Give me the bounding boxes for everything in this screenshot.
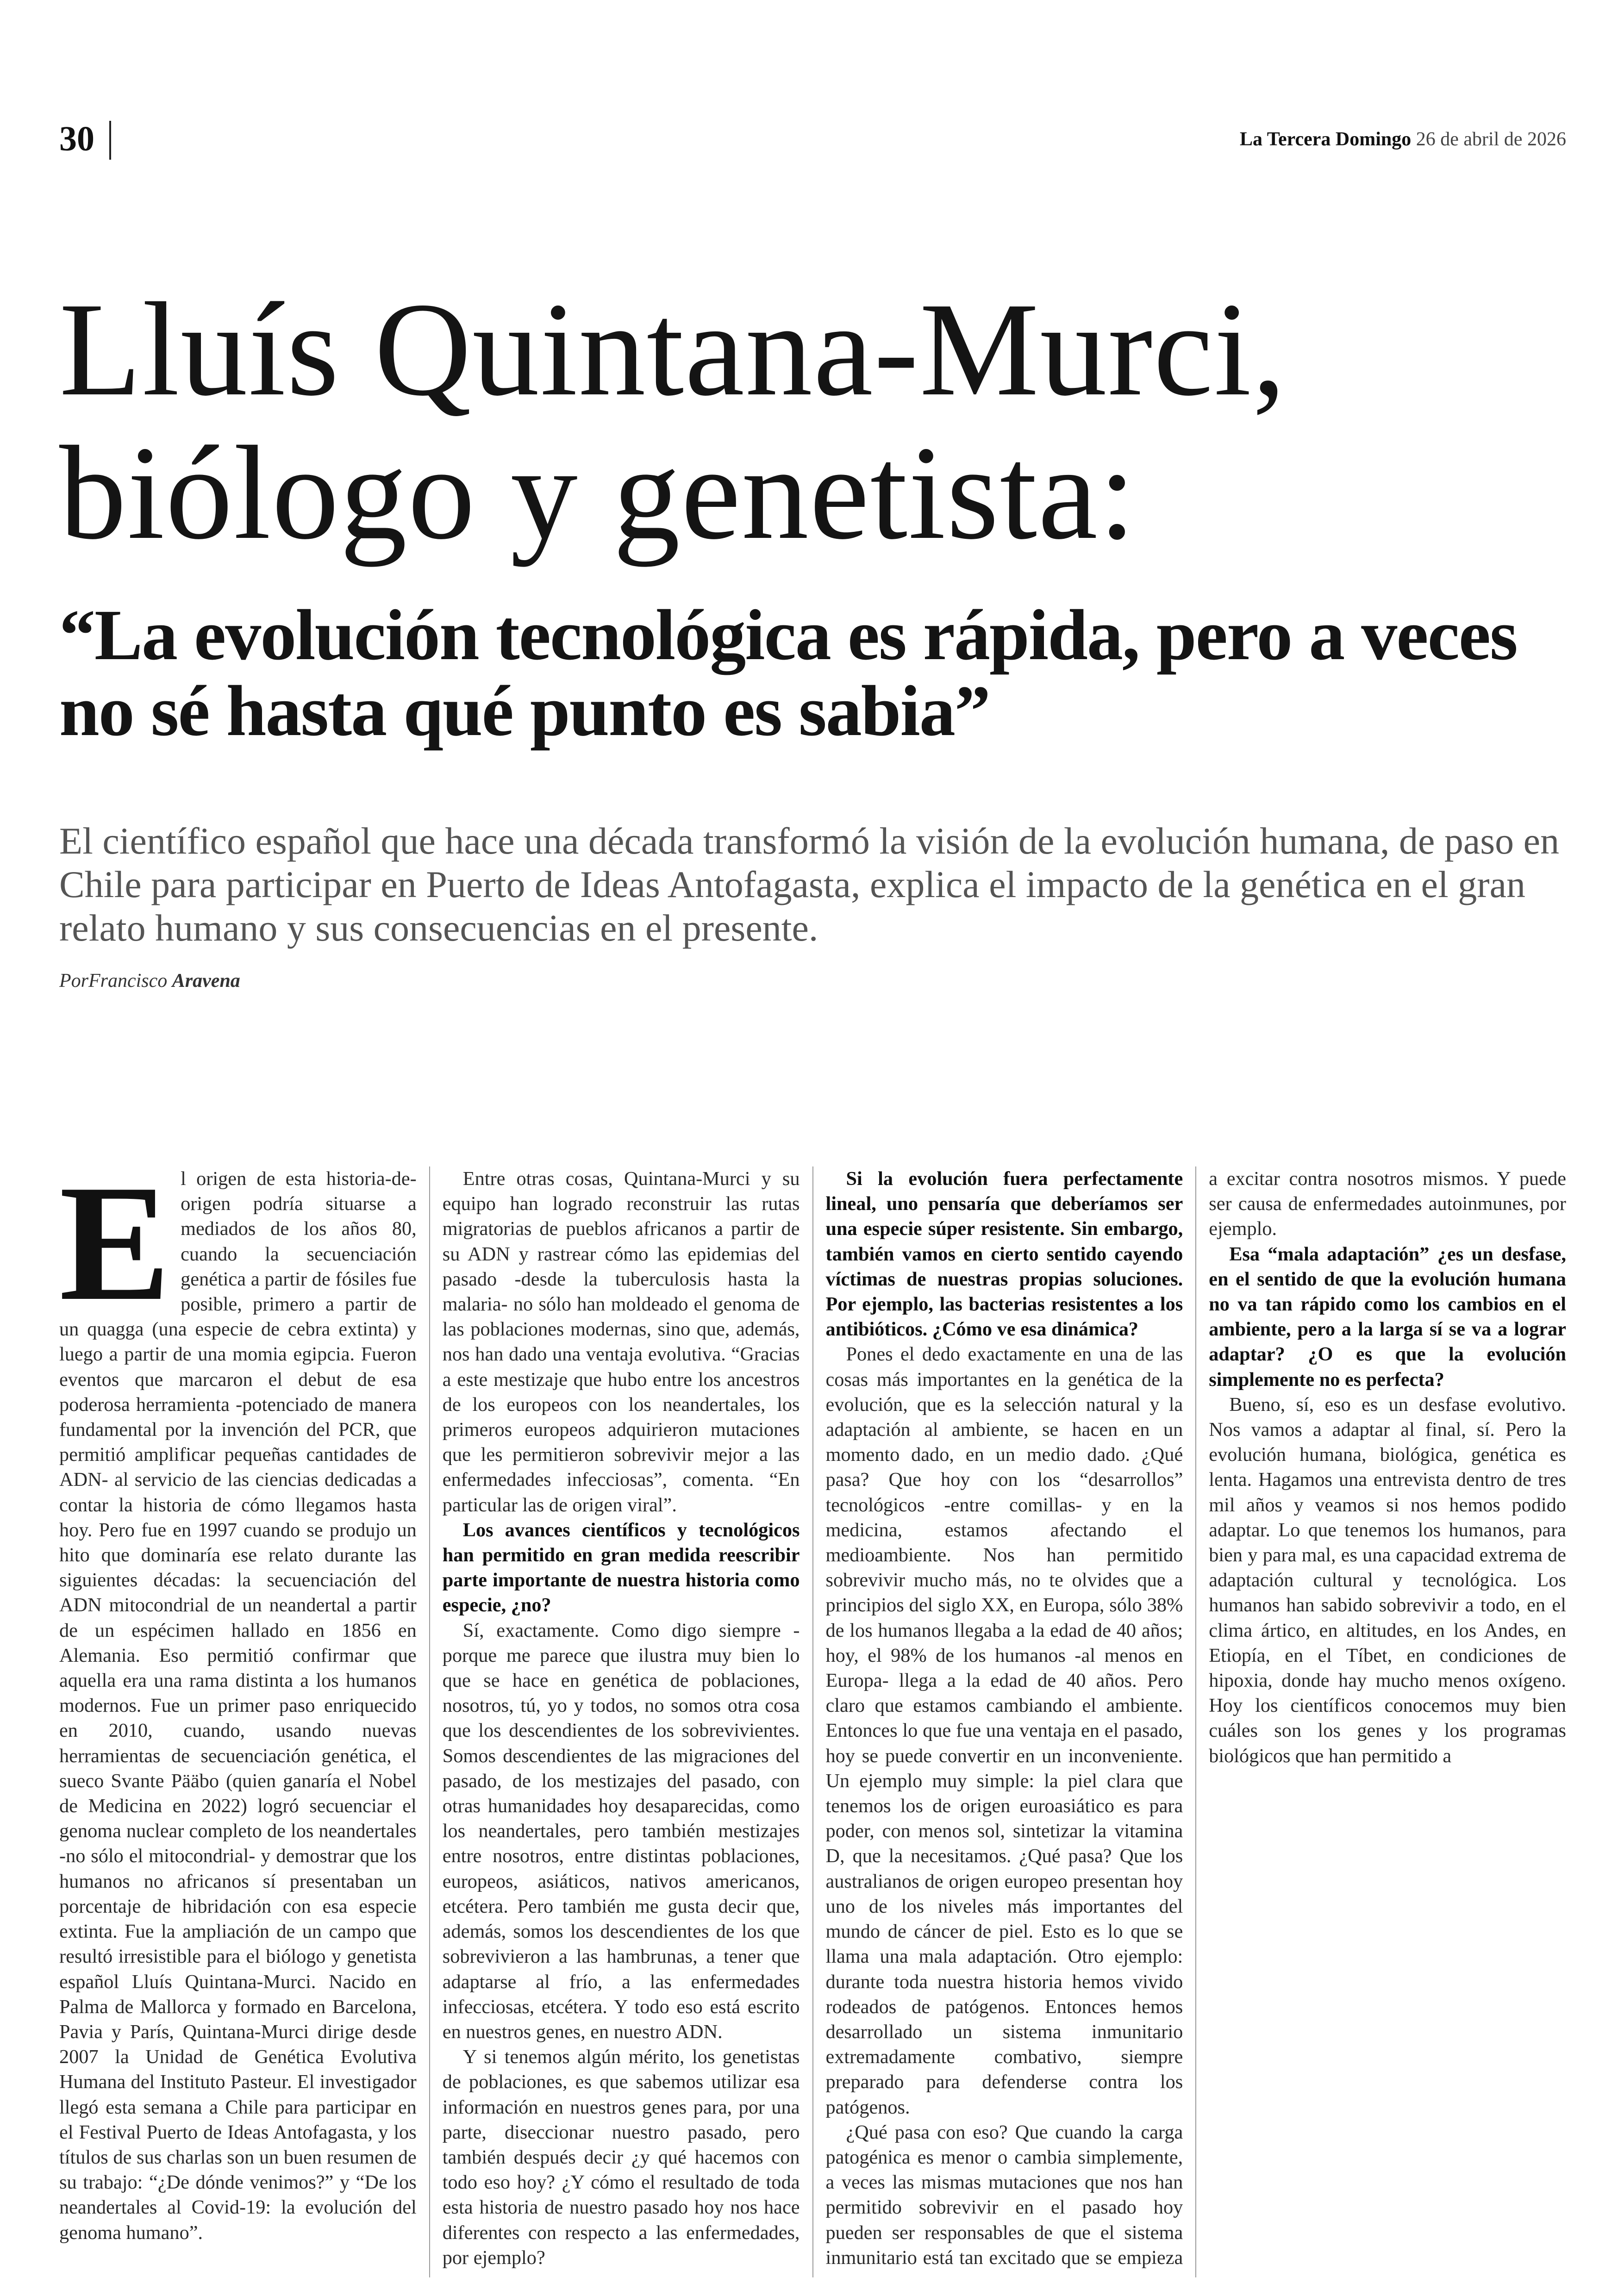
article-title bbox=[59, 275, 1587, 567]
byline-last-name: Aravena bbox=[172, 970, 240, 992]
interview-answer: Bueno, sí, eso es un desfase evolutivo. Nos vamos a adaptar al final, sí. Pero la evolución humana, biológica, genética es lenta. Hagamos una entrevista dentro de tres mil años y veamos si nos hemos podido adaptar. Lo que tenemos los humanos, para bien y para mal, es una capacidad extrema de adaptación cultural y tecnológica. Los humanos han sabido sobrevivir a todo, en el clima ártico, en altitudes, en los Andes, en Etiopía, en el Tíbet, en condiciones de hipoxia, donde hay mucho menos oxígeno. Hoy los científicos conocemos muy bien cuáles son los genes y los programas biológicos que han permitido a bbox=[1209, 1393, 1566, 1767]
drop-cap: E bbox=[59, 1150, 171, 1335]
byline bbox=[59, 970, 240, 992]
publication-name: La Tercera Domingo bbox=[1240, 129, 1412, 150]
headline-quote: “La evolución tecnológica es rápida, pero a veces no sé hasta qué punto es sabia” bbox=[59, 595, 1517, 751]
title-line-2: biólogo y genetista: bbox=[59, 418, 1137, 567]
byline-prefix: Por bbox=[59, 970, 88, 992]
interview-question: Si la evolución fuera perfectamente lineal, uno pensaría que deberíamos ser una especie súper resistente. Sin embargo, también vamos en cierto sentido cayendo víctimas de nuestras propias soluciones. Por ejemplo, las bacterias resistentes a los antibióticos. ¿Cómo ve esa dinámica? bbox=[825, 1168, 1183, 1341]
interview-answer: ¿Qué pasa con eso? Que cuando la carga patogénica es menor o cambia simplemente, a veces las mismas mutaciones que nos han permitido sobrevivir en el pasado hoy pueden ser responsables de que el sistema inmunitario está tan excitado que se empieza a excitar contra nosotros mismos. Y puede ser causa de enfermedades autoinmunes, por ejemplo. bbox=[825, 1168, 1566, 2269]
article-body bbox=[59, 1150, 1566, 2277]
byline-first-name: Francisco bbox=[88, 970, 172, 992]
page-number: 30 bbox=[59, 119, 94, 158]
page-number-divider bbox=[109, 121, 111, 160]
issue-date: 26 de abril de 2026 bbox=[1416, 129, 1566, 150]
body-paragraph: El origen de esta historia-de-origen podría situarse a mediados de los años 80, cuando la secuenciación genética a partir de fósiles fue posible, primero a partir de un quagga (una especie de cebra extinta) y luego a partir de una momia egipcia. Fueron eventos que marcaron el debut de esa poderosa herramienta -potenciado de manera fundamental por la invención del PCR, que permitió amplificar pequeñas cantidades de ADN- al servicio de las ciencias dedicadas a contar la historia de cómo llegamos hasta hoy. Pero fue en 1997 cuando se produjo un hito que dominaría ese relato durante las siguientes décadas: la secuenciación del ADN mitocondrial de un neandertal a partir de un espécimen hallado en 1856 en Alemania. Eso permitió confirmar que aquella era una rama distinta a los humanos modernos. Fue un primer paso enriquecido en 2010, cuando, usando nuevas herramientas de secuenciación genética, el sueco Svante Pääbo (quien ganaría el Nobel de Medicina en 2022) logró secuenciar el genoma nuclear completo de los neandertales -no sólo el mitocondrial- y demostrar que los humanos no africanos sí presentaban un porcentaje de hibridación con esa especie extinta. Fue la ampliación de un campo que resultó irresistible para el biólogo y genetista español Lluís Quintana-Murci. Nacido en Palma de Mallorca y formado en Barcelona, Pavia y París, Quintana-Murci dirige desde 2007 la Unidad de Genética Evolutiva Humana del Instituto Pasteur. El investigador llegó esta semana a Chile para participar en el Festival Puerto de Ideas Antofagasta, y los títulos de sus charlas son un buen resumen de su trabajo: “¿De dónde venimos?” y “De los neandertales al Covid-19: la evolución del genoma humano”. bbox=[59, 1150, 417, 2244]
article-lead: El científico español que hace una década transformó la visión de la evolución humana, de paso en Chile para participar en Puerto de Ideas Antofagasta, explica el impacto de la genética en el gran relato humano y sus consecuencias en el presente. bbox=[59, 820, 1560, 949]
interview-answer: Pones el dedo exactamente en una de las cosas más importantes en la genética de la evolución, que es la selección natural y la adaptación al ambiente, se hacen en un momento dado, en un medio dado. ¿Qué pasa? Que hoy con los “desarrollos” tecnológicos -entre comillas- y en la medicina, estamos afectando el medioambiente. Nos han permitido sobrevivir mucho más, no te olvides que a principios del siglo XX, en Europa, sólo 38% de los humanos llegaba a la edad de 40 años; hoy, el 98% de los humanos -al menos en Europa- llega a la edad de 40 años. Pero claro que estamos cambiando el ambiente. Entonces lo que fue una ventaja en el pasado, hoy se puede convertir en un inconveniente. Un ejemplo muy simple: la piel clara que tenemos los de origen euroasiático es para poder, con menos sol, sintetizar la vitamina D, que la necesitamos. ¿Qué pasa? Que los australianos de origen europeo presentan hoy uno de los niveles más importantes del mundo de cáncer de piel. Esto es lo que se llama una mala adaptación. Otro ejemplo: durante toda nuestra historia hemos vivido rodeados de patógenos. Entonces hemos desarrollado un sistema inmunitario extremadamente combativo, siempre preparado para defenderse contra los patógenos. bbox=[825, 1343, 1183, 2118]
title-line-1: Lluís Quintana-Murci, bbox=[59, 275, 1287, 424]
interview-question: Esa “mala adaptación” ¿es un desfase, en el sentido de que la evolución humana no va tan rápido como los cambios en el ambiente, pero a la larga sí se va a lograr adaptar? ¿O es que la evolución simplemente no es perfecta? bbox=[1209, 1243, 1566, 1391]
page-header bbox=[59, 118, 1566, 164]
masthead bbox=[1240, 125, 1566, 153]
interview-question: Los avances científicos y tecnológicos han permitido en gran medida reescribir parte importante de nuestra historia como especie, ¿no? bbox=[442, 1519, 800, 1616]
body-paragraph: Entre otras cosas, Quintana-Murci y su equipo han logrado reconstruir las rutas migratorias de pueblos africanos a partir de su ADN y rastrear cómo las epidemias del pasado -desde la tuberculosis hasta la malaria- no sólo han moldeado el genoma de las poblaciones modernas, sino que, además, nos han dado una ventaja evolutiva. “Gracias a este mestizaje que hubo entre los ancestros de los europeos con los neandertales, los primeros europeos adquirieron mutaciones que les permitieron sobrevivir mejor a las enfermedades infecciosas”, comenta. “En particular las de origen viral”. bbox=[442, 1168, 800, 1516]
interview-answer: Sí, exactamente. Como digo siempre -porque me parece que ilustra muy bien lo que se hace en genética de poblaciones, nosotros, tú, yo y todos, no somos otra cosa que los descendientes de los sobrevivientes. Somos descendientes de las migraciones del pasado, de los mestizajes del pasado, con otras humanidades hoy desaparecidas, como los neandertales, pero también mestizajes entre nosotros, entre distintas poblaciones, europeos, asiáticos, nativos americanos, etcétera. Pero también me gusta decir que, además, somos los descendientes de los que sobrevivieron a las hambrunas, a tener que adaptarse al frío, a las enfermedades infecciosas, etcétera. Y todo eso está escrito en nuestros genes, en nuestro ADN. bbox=[442, 1619, 800, 2043]
interview-answer: Y si tenemos algún mérito, los genetistas de poblaciones, es que sabemos utilizar esa información en nuestros genes para, por una parte, diseccionar nuestro pasado, pero también después decir ¿y qué hacemos con todo eso hoy? ¿Y cómo el resultado de toda esta historia de nuestro pasado hoy nos hace diferentes con respecto a las enfermedades, por ejemplo? bbox=[442, 2046, 800, 2269]
